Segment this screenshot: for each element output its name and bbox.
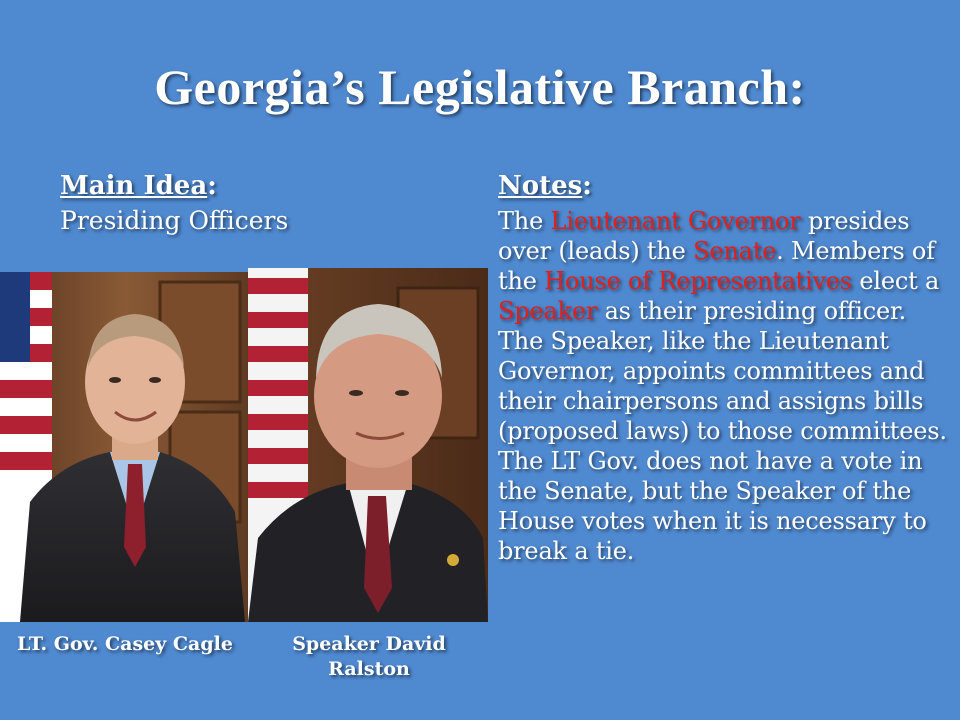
lt-governor-photo: [0, 272, 250, 622]
speaker-caption-line1: Speaker David: [292, 633, 446, 655]
notes-segment: The: [498, 207, 551, 235]
lt-governor-caption: LT. Gov. Casey Cagle: [17, 633, 233, 655]
notes-body: [498, 206, 948, 566]
main-idea-heading-text: Main Idea: [60, 171, 208, 201]
notes-highlight-lieutenant-governor: Lieutenant Governor: [550, 207, 801, 235]
notes-highlight-house: House of Representatives: [544, 267, 852, 295]
notes-segment: presides over (leads) the: [498, 207, 910, 265]
notes-highlight-senate: Senate: [693, 237, 777, 265]
main-idea-text: Presiding Officers: [60, 206, 289, 235]
notes-section: [498, 170, 948, 566]
notes-segment: as their presiding officer. The Speaker, like the Lieutenant Governor, appoints committees and their chairpersons and assigns bills (proposed laws) to those committees. The LT Gov. does not have a vote in the Senate, but the Speaker of the House votes when it is necessary to break a tie.: [498, 297, 947, 565]
notes-heading: [498, 170, 948, 202]
notes-segment: . Members of the: [498, 237, 935, 295]
speaker-caption: [250, 632, 488, 682]
notes-highlight-speaker: Speaker: [498, 297, 598, 325]
main-idea-heading-colon: :: [207, 171, 217, 201]
notes-heading-text: Notes: [498, 171, 583, 201]
speaker-photo: [248, 268, 488, 622]
speaker-caption-line2: Ralston: [328, 658, 410, 680]
main-idea-section: [60, 170, 390, 238]
notes-segment: elect a: [851, 267, 940, 295]
notes-heading-colon: :: [582, 171, 592, 201]
main-idea-heading: [60, 170, 390, 202]
slide-title: Georgia’s Legislative Branch:: [154, 59, 806, 115]
